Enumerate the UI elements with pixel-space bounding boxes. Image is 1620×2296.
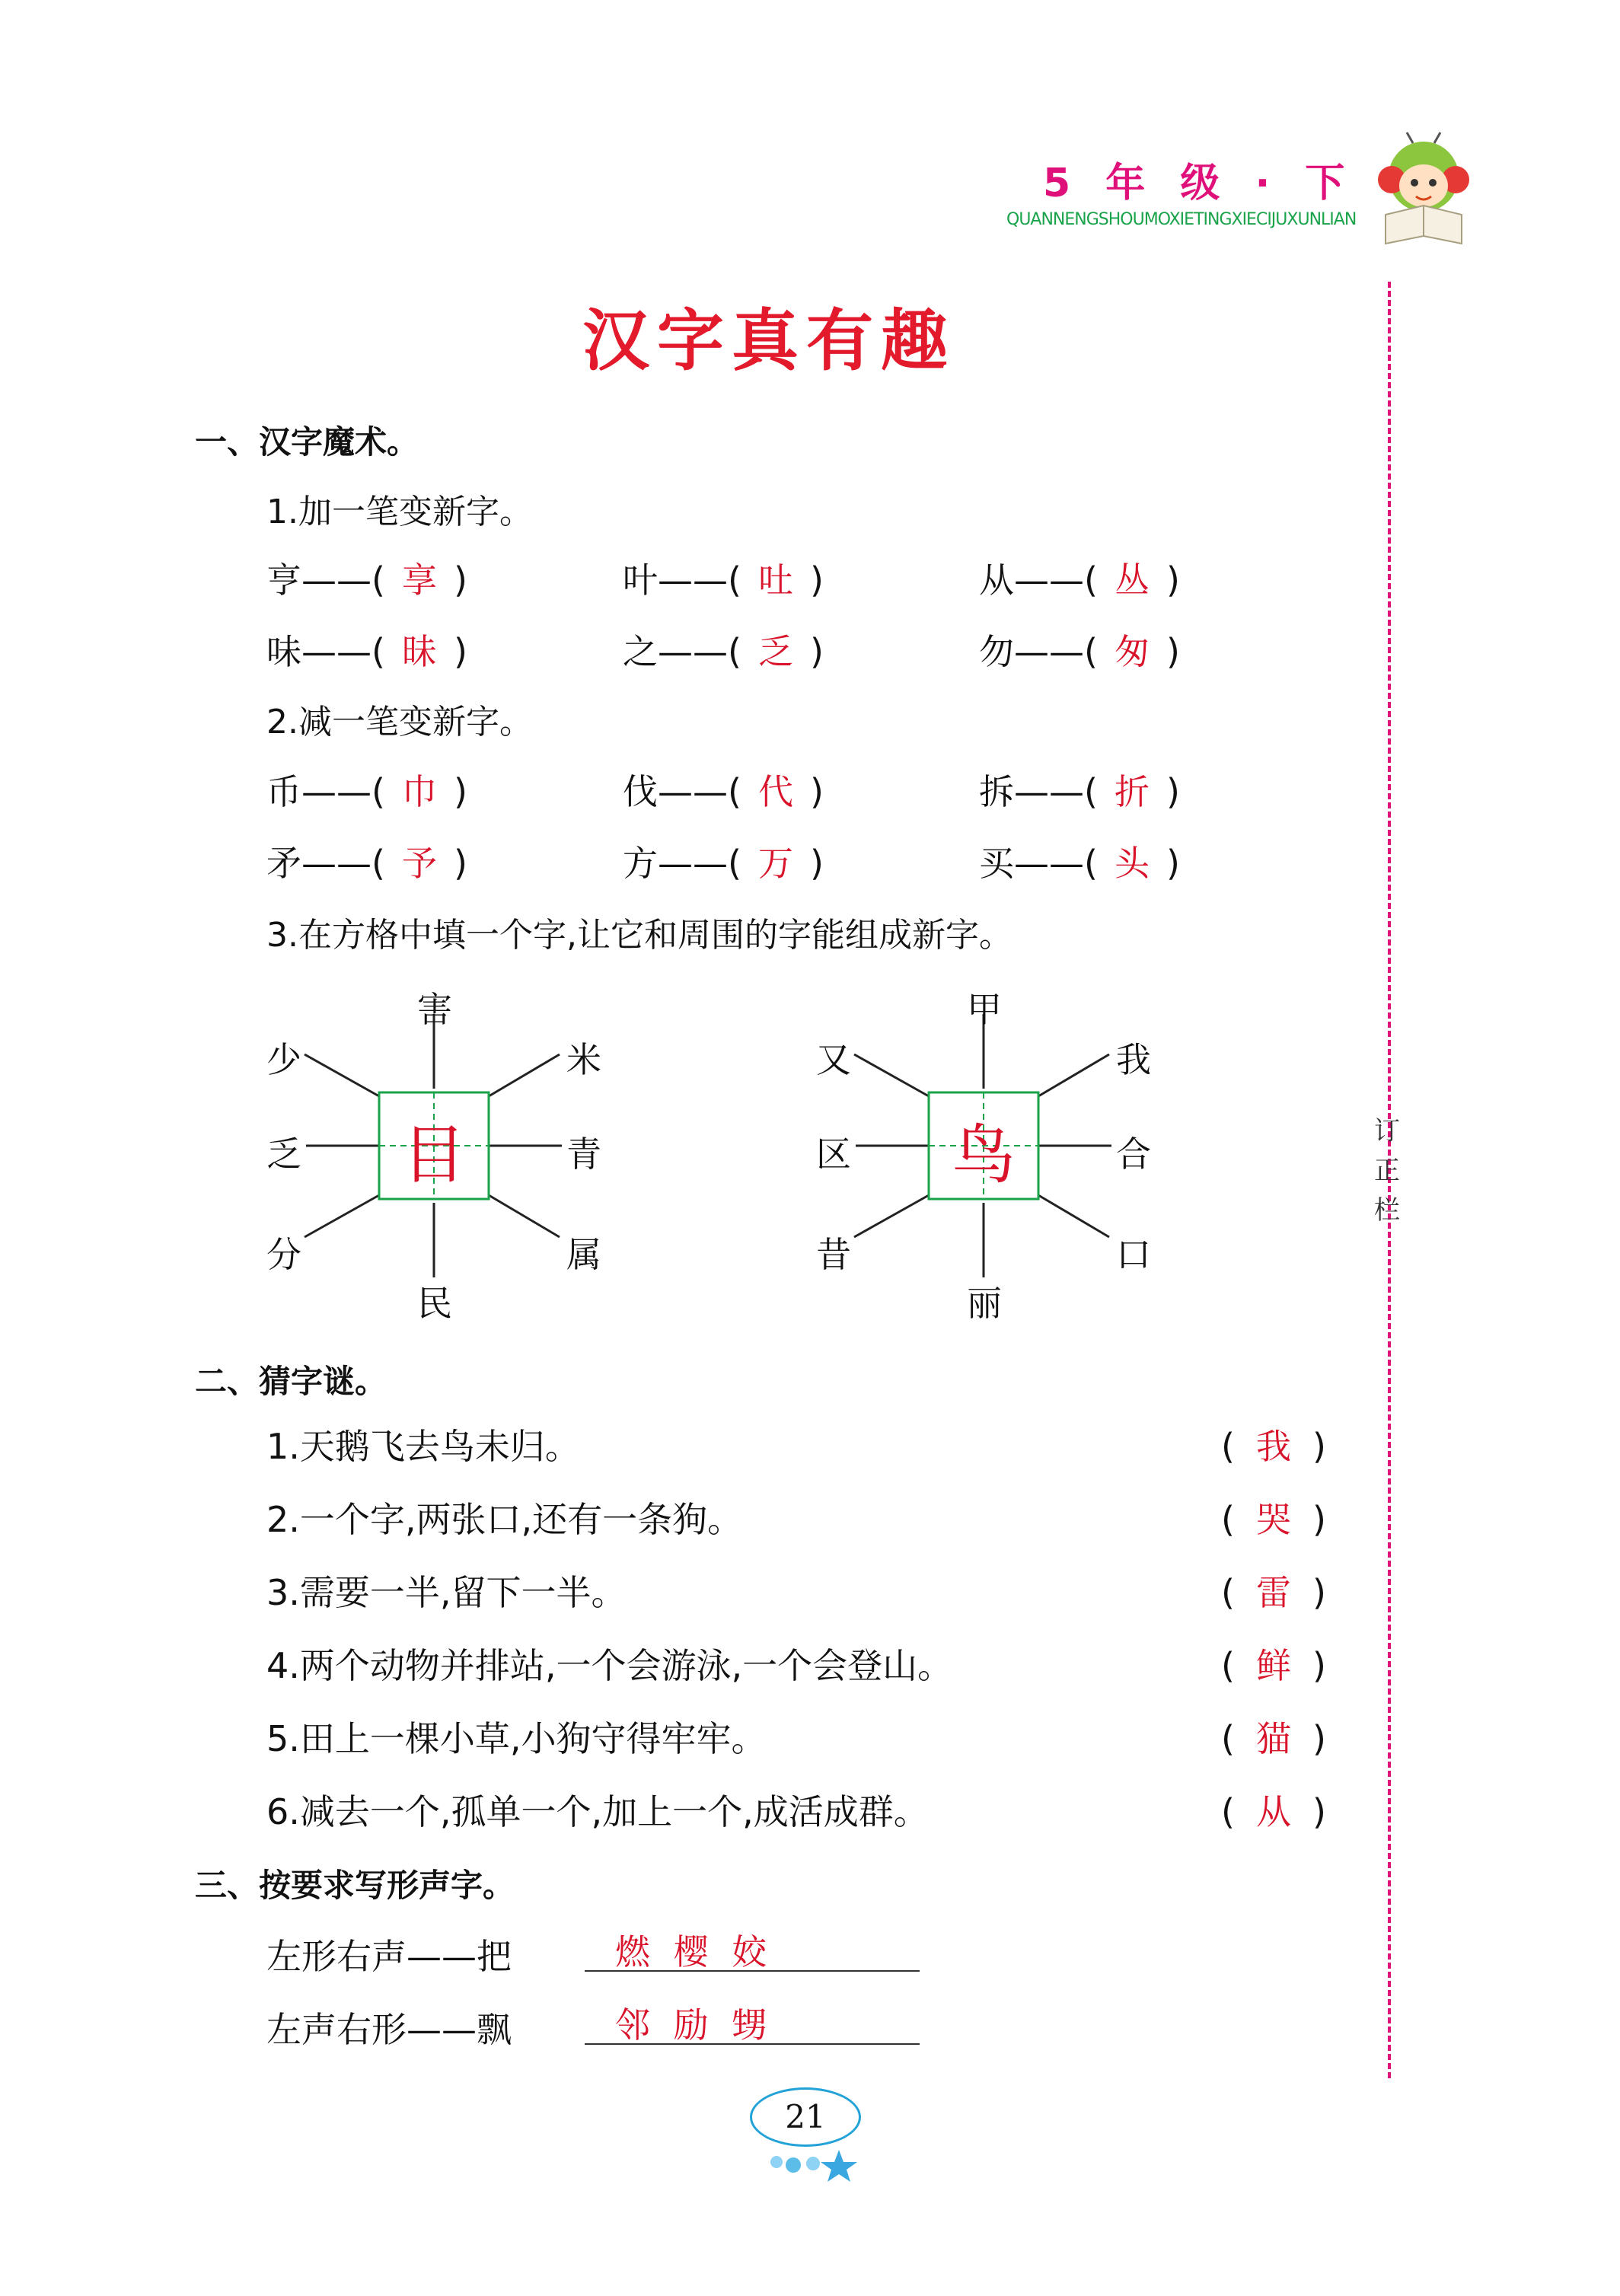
riddle-3-answer: ( 雷 ) — [1221, 1572, 1326, 1613]
part2-item-1: 币——( 巾 ) — [266, 771, 467, 812]
d1-bottom-right: 属 — [566, 1234, 601, 1275]
riddle-5-answer: ( 猫 ) — [1221, 1718, 1326, 1759]
d1-right: 青 — [566, 1134, 601, 1175]
riddle-4: 4.两个动物并排站,一个会游泳,一个会登山。 — [266, 1645, 953, 1686]
part3-title: 3.在方格中填一个字,让它和周围的字能组成新字。 — [266, 916, 1012, 955]
riddle-6: 6.减去一个,孤单一个,加上一个,成活成群。 — [266, 1791, 929, 1832]
page-title: 汉字真有趣 — [582, 301, 955, 380]
part2-title: 2.减一笔变新字。 — [266, 703, 533, 741]
riddle-2: 2.一个字,两张口,还有一条狗。 — [266, 1499, 743, 1540]
d2-top: 甲 — [967, 989, 1002, 1030]
part1-item-2: 叶——( 吐 ) — [623, 560, 824, 601]
riddle-4-answer: ( 鲜 ) — [1221, 1645, 1326, 1686]
d1-bottom: 民 — [417, 1283, 452, 1324]
part1-item-3: 从——( 丛 ) — [979, 560, 1180, 601]
section1-title: 一、汉字魔术。 — [195, 423, 419, 461]
part1-item-6: 勿——( 匆 ) — [979, 631, 1180, 672]
part1-title: 1.加一笔变新字。 — [266, 493, 533, 531]
d2-top-left: 又 — [816, 1039, 851, 1080]
part1-item-5: 之——( 乏 ) — [623, 631, 824, 672]
d1-top-left: 少 — [266, 1039, 301, 1080]
d1-top: 害 — [417, 989, 452, 1030]
d2-bottom-left: 昔 — [816, 1234, 851, 1275]
part2-item-6: 买——( 头 ) — [979, 843, 1180, 884]
page-decoration-icon — [754, 2145, 868, 2191]
d2-right: 合 — [1116, 1134, 1151, 1175]
d1-center-answer: 目 — [402, 1118, 467, 1192]
mascot-icon — [1363, 129, 1484, 251]
d2-top-right: 我 — [1116, 1039, 1151, 1080]
d1-bottom-left: 分 — [266, 1234, 301, 1275]
riddle-1: 1.天鹅飞去鸟未归。 — [266, 1426, 580, 1467]
riddle-1-answer: ( 我 ) — [1221, 1426, 1326, 1467]
grade-label: 5 年 级 · 下 — [1043, 161, 1356, 206]
correction-column-label: 订正栏 — [1374, 1116, 1400, 1226]
riddle-2-answer: ( 哭 ) — [1221, 1499, 1326, 1540]
series-subline: QUANNENGSHOUMOXIETINGXIECIJUXUNLIAN — [1006, 210, 1357, 229]
d1-left: 乏 — [266, 1134, 301, 1175]
section2-title: 二、猜字谜。 — [195, 1363, 387, 1400]
riddle-3: 3.需要一半,留下一半。 — [266, 1572, 627, 1613]
part1-item-1: 亨——( 享 ) — [266, 560, 467, 601]
d2-bottom-right: 口 — [1116, 1234, 1151, 1275]
part2-item-2: 伐——( 代 ) — [623, 771, 824, 812]
part2-item-3: 拆——( 折 ) — [979, 771, 1180, 812]
phono-row-2-label: 左声右形——飘 — [266, 2009, 512, 2050]
riddle-5: 5.田上一棵小草,小狗守得牢牢。 — [266, 1718, 767, 1759]
page-number: 21 — [750, 2087, 861, 2147]
part1-item-4: 味——( 昧 ) — [266, 631, 467, 672]
part2-item-5: 方——( 万 ) — [623, 843, 824, 884]
phono-row-1-label: 左形右声——把 — [266, 1936, 512, 1977]
d2-bottom: 丽 — [967, 1283, 1002, 1324]
d2-left: 区 — [816, 1134, 851, 1175]
phono-row-2-answer: 邻 励 甥 — [585, 1998, 920, 2045]
section3-title: 三、按要求写形声字。 — [195, 1867, 515, 1904]
d1-top-right: 米 — [566, 1039, 601, 1080]
part2-item-4: 矛——( 予 ) — [266, 843, 467, 884]
phono-row-1-answer: 燃 樱 姣 — [585, 1924, 920, 1972]
d2-center-answer: 鸟 — [952, 1118, 1016, 1192]
riddle-6-answer: ( 从 ) — [1221, 1791, 1326, 1832]
